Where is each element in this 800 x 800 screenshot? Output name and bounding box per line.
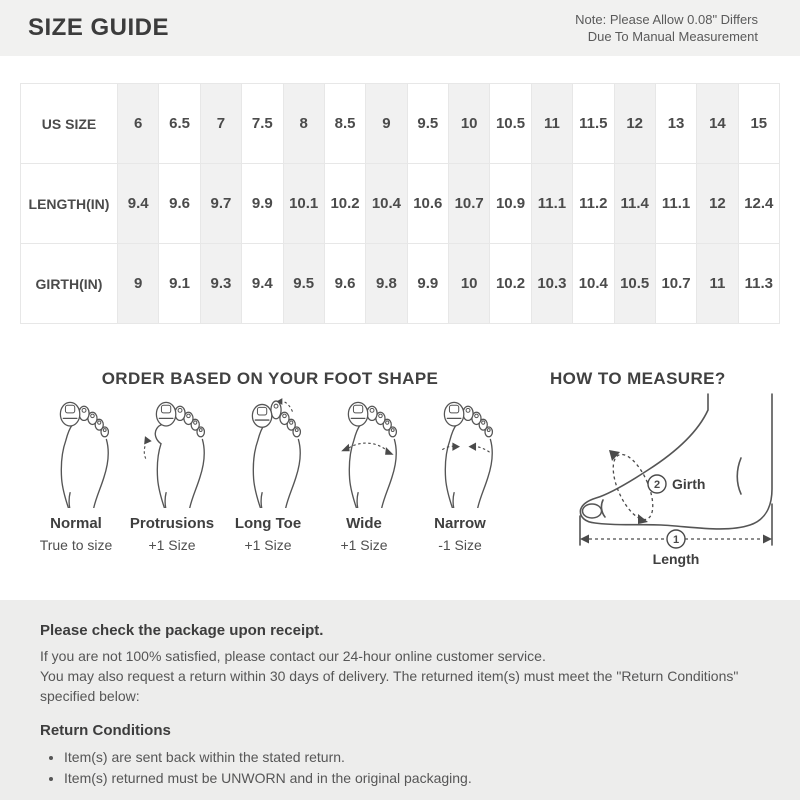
table-row-girth xyxy=(21,244,780,324)
size-cell: 9.4 xyxy=(118,164,159,244)
row-label: LENGTH(IN) xyxy=(21,164,118,244)
row-label: GIRTH(IN) xyxy=(21,244,118,324)
measurement-note-line1: Note: Please Allow 0.08" Differs xyxy=(575,12,758,27)
returns-line-1: If you are not 100% satisfied, please contact our 24-hour online customer service. xyxy=(40,648,546,664)
size-cell: 9.3 xyxy=(200,244,241,324)
size-cell: 10 xyxy=(449,84,490,164)
size-cell: 10.1 xyxy=(283,164,324,244)
returns-line-2: You may also request a return within 30 days of delivery. The returned item(s) must meet the "Return Conditions" specified below: xyxy=(40,668,739,704)
size-cell: 11.3 xyxy=(738,244,779,324)
size-cell: 8 xyxy=(283,84,324,164)
size-cell: 9.4 xyxy=(242,244,283,324)
foot-shape-item-long-toe xyxy=(220,398,316,553)
size-cell: 11.2 xyxy=(573,164,614,244)
returns-heading: Please check the package upon receipt. xyxy=(40,622,324,639)
returns-section xyxy=(0,600,800,800)
size-cell: 10.5 xyxy=(490,84,531,164)
foot-protrusions-icon xyxy=(134,398,210,508)
foot-normal-icon xyxy=(38,398,114,508)
size-cell: 12 xyxy=(614,84,655,164)
size-cell: 10.4 xyxy=(366,164,407,244)
foot-shape-item-normal xyxy=(28,398,124,553)
size-cell: 11.4 xyxy=(614,164,655,244)
size-cell: 10.2 xyxy=(324,164,365,244)
foot-narrow-icon xyxy=(422,398,498,508)
measurement-note xyxy=(575,11,758,45)
size-cell: 10.3 xyxy=(531,244,572,324)
foot-shape-advice: +1 Size xyxy=(148,537,196,553)
size-cell: 6 xyxy=(118,84,159,164)
foot-wide-icon xyxy=(326,398,402,508)
size-cell: 9.9 xyxy=(407,244,448,324)
size-cell: 7.5 xyxy=(242,84,283,164)
size-cell: 11.1 xyxy=(531,164,572,244)
size-cell: 11.5 xyxy=(573,84,614,164)
foot-shape-section-title: ORDER BASED ON YOUR FOOT SHAPE xyxy=(101,369,439,388)
size-cell: 10.4 xyxy=(573,244,614,324)
size-cell: 14 xyxy=(697,84,738,164)
foot-shape-advice: True to size xyxy=(39,537,113,553)
foot-shape-advice: +1 Size xyxy=(244,537,292,553)
size-cell: 9.9 xyxy=(242,164,283,244)
size-cell: 10.5 xyxy=(614,244,655,324)
size-cell: 13 xyxy=(655,84,696,164)
size-cell: 10 xyxy=(449,244,490,324)
foot-shape-name: Narrow xyxy=(434,515,486,532)
size-table xyxy=(20,83,780,324)
foot-shape-name: Wide xyxy=(346,515,382,532)
size-cell: 9 xyxy=(118,244,159,324)
length-label: Length xyxy=(652,551,700,567)
foot-shape-item-narrow xyxy=(412,398,508,553)
size-cell: 9.7 xyxy=(200,164,241,244)
size-cell: 11.1 xyxy=(655,164,696,244)
foot-shape-row xyxy=(28,398,510,553)
page-title: SIZE GUIDE xyxy=(28,14,170,41)
size-cell: 10.7 xyxy=(449,164,490,244)
foot-measure-diagram xyxy=(545,392,790,572)
header xyxy=(0,0,800,56)
return-condition-item: • Item(s) returned must be UNWORN and in the original packaging. xyxy=(64,768,740,789)
foot-shape-name: Long Toe xyxy=(234,515,302,532)
length-step-number: 1 xyxy=(672,534,680,546)
foot-shape-advice: -1 Size xyxy=(438,537,482,553)
size-cell: 9.8 xyxy=(366,244,407,324)
return-condition-item: • Item(s) are sent back within the stated return. xyxy=(64,747,740,768)
size-cell: 9.6 xyxy=(159,164,200,244)
size-cell: 6.5 xyxy=(159,84,200,164)
size-cell: 15 xyxy=(738,84,779,164)
size-cell: 10.7 xyxy=(655,244,696,324)
foot-shape-item-wide xyxy=(316,398,412,553)
how-to-measure-title: HOW TO MEASURE? xyxy=(550,369,726,388)
girth-step-number: 2 xyxy=(653,479,661,491)
size-cell: 11 xyxy=(697,244,738,324)
size-cell: 12 xyxy=(697,164,738,244)
foot-shape-item-protrusions xyxy=(124,398,220,553)
size-cell: 9.5 xyxy=(407,84,448,164)
size-cell: 7 xyxy=(200,84,241,164)
size-cell: 8.5 xyxy=(324,84,365,164)
girth-label: Girth xyxy=(672,476,706,492)
size-cell: 11 xyxy=(531,84,572,164)
return-conditions-heading: Return Conditions xyxy=(40,722,171,739)
foot-shape-name: Protrusions xyxy=(129,515,215,532)
size-cell: 12.4 xyxy=(738,164,779,244)
row-label: US SIZE xyxy=(21,84,118,164)
table-row-length xyxy=(21,164,780,244)
foot-long-toe-icon xyxy=(230,398,306,508)
size-cell: 9.6 xyxy=(324,244,365,324)
measurement-note-line2: Due To Manual Measurement xyxy=(587,29,758,44)
table-row-us-size xyxy=(21,84,780,164)
size-cell: 10.9 xyxy=(490,164,531,244)
size-cell: 10.6 xyxy=(407,164,448,244)
size-cell: 10.2 xyxy=(490,244,531,324)
size-cell: 9.5 xyxy=(283,244,324,324)
foot-shape-name: Normal xyxy=(50,515,102,532)
foot-shape-advice: +1 Size xyxy=(340,537,388,553)
size-cell: 9.1 xyxy=(159,244,200,324)
size-cell: 9 xyxy=(366,84,407,164)
return-conditions-list xyxy=(40,747,740,789)
